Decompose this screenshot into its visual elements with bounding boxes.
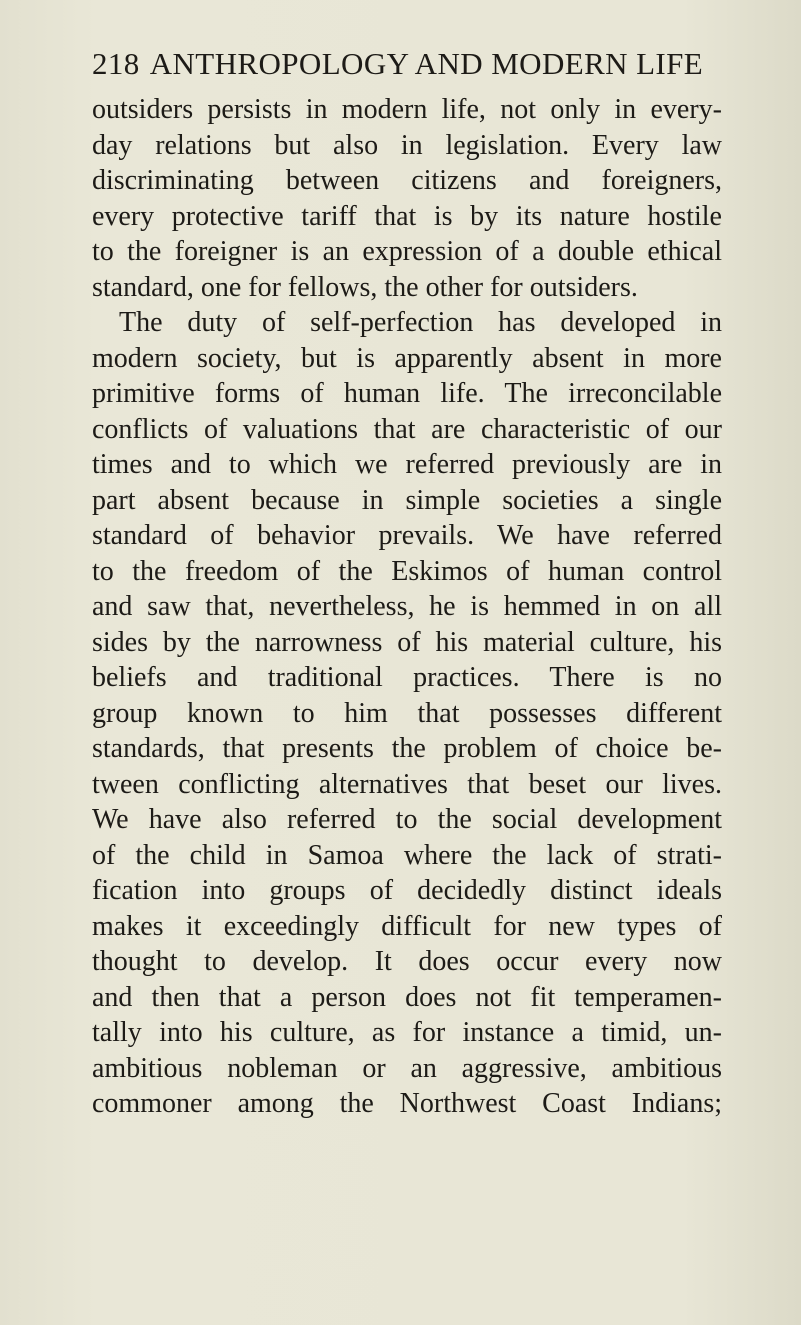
text-line: modern society, but is apparently absent in more (92, 342, 722, 374)
text-line: commoner among the Northwest Coast Indians; (92, 1088, 722, 1119)
text-line: standard, one for fellows, the other for outsiders. (92, 271, 638, 303)
text-line: sides by the narrowness of his material culture, his (92, 626, 722, 658)
text-line: outsiders persists in modern life, not only in every- (92, 94, 722, 125)
text-line: beliefs and traditional practices. There is no (92, 662, 722, 693)
running-title: ANTHROPOLOGY AND MODERN LIFE (149, 46, 704, 81)
text-line: and then that a person does not fit temperamen- (92, 981, 722, 1013)
text-line: every protective tariff that is by its nature hostile (92, 200, 722, 232)
text-line: conflicts of valuations that are characteristic of our (92, 413, 722, 445)
text-line: fication into groups of decidedly distinct ideals (92, 875, 722, 906)
text-line: tally into his culture, as for instance a timid, un- (92, 1017, 722, 1048)
text-line: part absent because in simple societies a single (92, 484, 722, 516)
text-line: The duty of self-perfection has developed in (119, 307, 722, 338)
text-line: makes it exceedingly difficult for new types of (92, 910, 722, 942)
text-line: We have also referred to the social development (92, 804, 722, 835)
body-text (92, 92, 722, 1122)
text-line: group known to him that possesses different (92, 697, 722, 729)
text-line: standard of behavior prevails. We have referred (92, 520, 722, 551)
text-line: discriminating between citizens and foreigners, (92, 165, 722, 196)
text-line: primitive forms of human life. The irreconcilable (92, 378, 722, 409)
page-number: 218 (92, 46, 140, 81)
text-line: to the foreigner is an expression of a double ethical (92, 236, 722, 267)
text-line: of the child in Samoa where the lack of strati- (92, 839, 722, 871)
text-line: to the freedom of the Eskimos of human control (92, 555, 722, 587)
text-line: thought to develop. It does occur every now (92, 946, 722, 977)
text-line: day relations but also in legislation. Every law (92, 129, 722, 161)
text-line: and saw that, nevertheless, he is hemmed in on all (92, 591, 722, 622)
text-line: standards, that presents the problem of choice be- (92, 733, 722, 764)
text-line: tween conflicting alternatives that beset our lives. (92, 768, 722, 800)
text-line: times and to which we referred previously are in (92, 449, 722, 480)
running-header (92, 44, 722, 84)
text-line: ambitious nobleman or an aggressive, ambitious (92, 1052, 722, 1084)
